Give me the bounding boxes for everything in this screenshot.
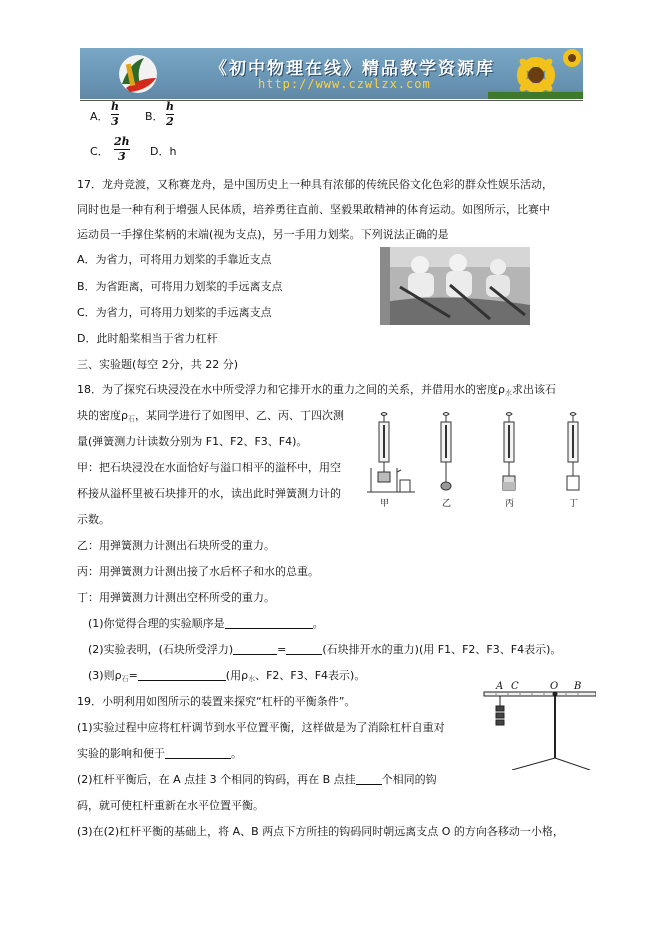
q18-sub-3-end-subscript: 水 — [248, 675, 256, 683]
lever-label-a: A — [496, 681, 504, 692]
q18-step-ding: 丁：用弹簧测力计测出空杯所受的重力。 — [77, 591, 275, 604]
q18-sub-2-end: (石块排开水的重力)(用 F1、F2、F3、F4表示)。 — [322, 643, 562, 656]
q16-option-b-fraction — [166, 101, 174, 128]
q18-sub-1-blank — [225, 617, 313, 629]
q18-sub-2-eq: = — [277, 643, 287, 656]
lever-label-b: B — [574, 681, 582, 692]
q17-option-c: C．为省力，可将用力划桨的手远离支点 — [77, 306, 272, 319]
q18-line-1-text: 18．为了探究石块浸没在水中所受浮力和它排开水的重力之间的关系，并借用水的密度ρ — [77, 383, 505, 396]
q19-line-1: 19．小明利用如图所示的装置来探究“杠杆的平衡条件”。 — [77, 695, 356, 708]
q19-sub-2-a-end: 个相同的钩 — [381, 773, 437, 786]
banner-title: 《初中物理在线》精品教学资源库 — [210, 59, 495, 79]
q16-option-d: D．h — [150, 145, 177, 158]
q16-option-a-label: A． — [90, 110, 109, 123]
q18-sub-2-blank-2 — [286, 643, 322, 655]
fig-label-bing: 丙 — [505, 499, 515, 509]
q19-sub-1-b — [77, 747, 242, 761]
header-banner — [80, 48, 583, 99]
q19-sub-1-a: (1)实验过程中应将杠杆调节到水平位置平衡，这样做是为了消除杠杆自重对 — [77, 721, 445, 734]
q16-option-c-label: C． — [90, 145, 109, 158]
q16-option-a-denominator: 3 — [111, 115, 119, 128]
q16-option-b-numerator: h — [166, 100, 174, 113]
q18-step-jia-2: 杯接从溢杯里被石块排开的水，读出此时弹簧测力计的 — [77, 487, 341, 500]
q19-sub-2-a-text: (2)杠杆平衡后，在 A 点挂 3 个相同的钩码，再在 B 点挂 — [77, 773, 356, 786]
q18-sub-3-start: (3)则ρ — [88, 669, 122, 682]
q18-step-bing: 丙：用弹簧测力计测出接了水后杯子和水的总重。 — [77, 565, 319, 578]
q19-sub-1-blank — [165, 747, 231, 759]
q18-sub-2 — [88, 643, 561, 657]
q18-line-1-end: 求出该石 — [511, 383, 556, 396]
q17-option-a: A．为省力，可将用力划桨的手靠近支点 — [77, 253, 272, 266]
q16-option-c-fraction — [114, 136, 130, 163]
spring-scale-yi — [441, 413, 451, 491]
q18-sub-2-blank-1 — [233, 643, 277, 655]
q17-line-3: 运动员一手撑住桨柄的末端(视为支点)，另一手用力划桨。下列说法正确的是 — [77, 228, 449, 241]
q18-sub-3-end-b: 、F2、F3、F4表示)。 — [255, 669, 366, 682]
lever-label-c: C — [511, 681, 519, 692]
q18-line-1-subscript: 水 — [504, 389, 512, 397]
q18-sub-1 — [88, 617, 324, 631]
q18-line-2-end: ，某同学进行了如图甲、乙、丙、丁四次测 — [134, 409, 344, 422]
q18-line-2-subscript: 石 — [127, 415, 135, 423]
q18-sub-3-subscript: 石 — [121, 675, 129, 683]
q19-lever-figure — [478, 678, 596, 770]
q18-sub-1-end: 。 — [312, 617, 324, 630]
spring-scale-bing — [503, 413, 515, 491]
spring-scale-jia — [367, 413, 415, 493]
q18-sub-2-start: (2)实验表明，(石块所受浮力) — [88, 643, 234, 656]
q18-line-1 — [77, 383, 556, 400]
q16-option-c-numerator: 2h — [114, 135, 130, 148]
q19-sub-2-a — [77, 773, 437, 787]
dragon-boat-photo — [380, 247, 530, 325]
fig-label-yi: 乙 — [442, 499, 452, 509]
sunflower-image — [488, 48, 583, 99]
q19-sub-2-b: 码，就可使杠杆重新在水平位置平衡。 — [77, 799, 264, 812]
q16-option-c-denominator: 3 — [118, 150, 126, 163]
q18-sub-1-text: (1)你觉得合理的实验顺序是 — [88, 617, 225, 630]
q17-line-1: 17．龙舟竞渡，又称赛龙舟，是中国历史上一种具有浓郁的传统民俗文化色彩的群众性娱乐活动， — [77, 178, 553, 191]
q18-line-2 — [77, 409, 344, 426]
q18-step-jia-1: 甲：把石块浸没在水面恰好与溢口相平的溢杯中，用空 — [77, 461, 341, 474]
q18-step-yi: 乙：用弹簧测力计测出石块所受的重力。 — [77, 539, 275, 552]
q18-line-3: 量(弹簧测力计读数分别为 F1、F2、F3、F4)。 — [77, 435, 308, 448]
q17-option-b: B．为省距离，可将用力划桨的手远离支点 — [77, 280, 283, 293]
q16-option-b-label: B． — [145, 110, 164, 123]
q16-option-b-denominator: 2 — [166, 115, 174, 128]
q18-sub-3-blank — [138, 669, 226, 681]
q18-step-jia-3: 示数。 — [77, 513, 110, 526]
section-3-heading: 三、实验题(每空 2分，共 22 分) — [77, 358, 239, 371]
fig-label-ding: 丁 — [569, 499, 579, 509]
q19-sub-2-blank — [356, 773, 382, 785]
logo-icon — [100, 48, 170, 99]
q18-figure — [367, 412, 593, 512]
q19-sub-3: (3)在(2)杠杆平衡的基础上，将 A、B 两点下方所挂的钩码同时朝远离支点 O 的方向各移动一小格， — [77, 825, 564, 838]
q17-option-d: D．此时船桨相当于省力杠杆 — [77, 332, 218, 345]
spring-scale-ding — [567, 413, 579, 491]
q19-sub-1-b-text: 实验的影响和便于 — [77, 747, 165, 760]
lever-label-o: O — [550, 681, 559, 692]
q18-sub-3-end-a: (用ρ — [225, 669, 249, 682]
q16-option-a-fraction — [111, 101, 119, 128]
q18-sub-3-mid: = — [128, 669, 138, 682]
q17-line-2: 同时也是一种有利于增强人民体质，培养勇往直前、坚毅果敢精神的体育运动。如图所示，比赛中 — [77, 203, 550, 216]
q19-sub-1-end: 。 — [231, 747, 242, 760]
q16-option-a-numerator: h — [111, 100, 119, 113]
fig-label-jia: 甲 — [380, 499, 390, 509]
q18-line-2-start: 块的密度ρ — [77, 409, 128, 422]
header-rule — [80, 100, 583, 101]
banner-url: http://www.czwlzx.com — [258, 77, 431, 91]
q18-sub-3 — [88, 669, 365, 686]
